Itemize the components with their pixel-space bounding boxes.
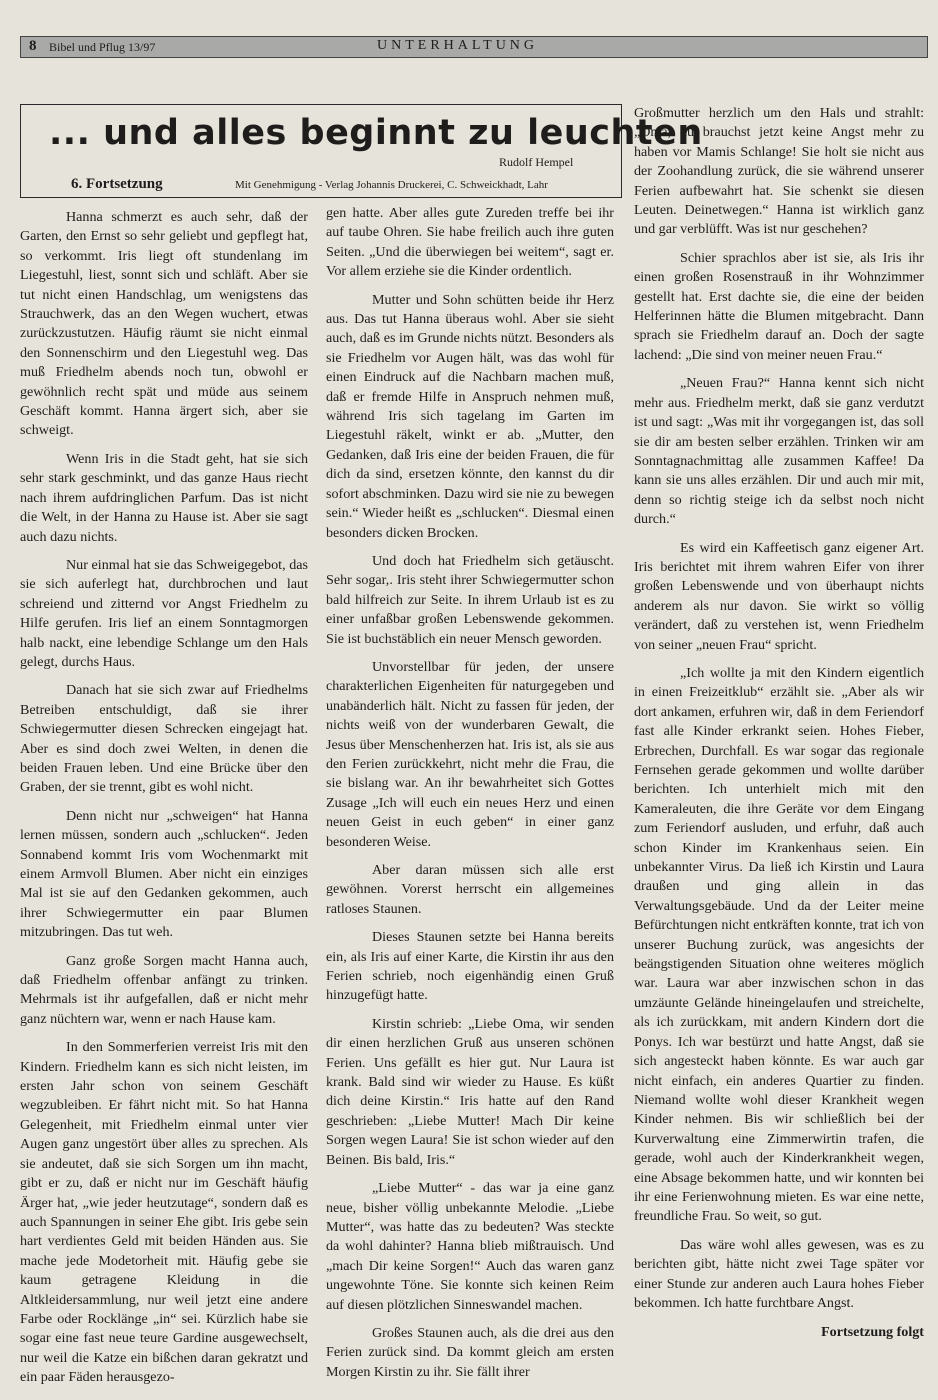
text-column-1 bbox=[20, 208, 308, 1397]
magazine-issue: Bibel und Pflug 13/97 bbox=[49, 40, 156, 54]
paragraph: „Liebe Mutter“ - das war ja eine ganz neue, bisher völlig unbekannte Melodie. „Liebe Mutter“, was hatte das zu bedeuten? Was steckte da wohl dahinter? Hanna blieb mißtrauisch. Und „mach Dir keine Sorgen!“ Auch das waren ganz ungewohnte Töne. Sie konnte sich keinen Reim auf diesen plötzlichen Sinneswandel machen. bbox=[326, 1180, 614, 1313]
text-column-3 bbox=[634, 104, 924, 1342]
paragraph: Großmutter herzlich um den Hals und strahlt: „Oma, du brauchst jetzt keine Angst mehr zu haben vor Mamis Schlange! Sie holt sie nicht aus der Zoohandlung zurück, die sie während unserer Ferien aufbewahrt hat. Sie schenkt sie diesen Leuten. Deinetwegen.“ Hanna ist wirklich ganz und gar verblüfft. Was ist nur geschehen? bbox=[634, 105, 924, 238]
paragraph: Hanna schmerzt es auch sehr, daß der Garten, den Ernst so sehr geliebt und gepflegt hat, so verkommt. Iris liegt oft stundenlang im Liegestuhl, liest, sonnt sich und schläft. Aber sie tut nicht einen Handschlag, um wenigstens das Strauchwerk, das an den Wegen wuchert, etwas zurückzustutzen. Häufig räumt sie nicht einmal den Sonnenschirm und den Liegestuhl weg. Das muß Friedhelm abends noch tun, obwohl er gewöhnlich recht spät und müde aus seinem Geschäft kommt. Hanna ärgert sich, aber sie schweigt. bbox=[20, 209, 308, 439]
paragraph: Denn nicht nur „schweigen“ hat Hanna lernen müssen, sondern auch „schlucken“. Jeden Sonnabend kommt Iris vom Wochenmarkt mit einem Armvoll Blumen. Aber nicht ein einziges Mal ist sie auf den Gedanken gekommen, auch ihrer Schwiegermutter ein paar Blumen mitzubringen. Das tut weh. bbox=[20, 807, 308, 941]
paragraph: Aber daran müssen sich alle erst gewöhnen. Vorerst herrscht ein allgemeines ratloses Staunen. bbox=[326, 862, 614, 917]
paragraph: Dieses Staunen setzte bei Hanna bereits ein, als Iris auf einer Karte, die Kirstin ihr aus den Ferien schrieb, noch eigenhändig einen Gruß hinzugefügt hatte. bbox=[326, 929, 614, 1004]
author-name: Rudolf Hempel bbox=[499, 155, 574, 169]
paragraph: Danach hat sie sich zwar auf Friedhelms Betreiben entschuldigt, daß sie ihrer Schwiegermutter diesen Schrecken eingejagt hat. Aber es sind doch zwei Welten, in denen die beiden Frauen leben. Und eine Brücke über den Graben, der sie trennt, gibt es wohl nicht. bbox=[20, 682, 308, 796]
publisher-credit: Mit Genehmigung - Verlag Johannis Druckerei, C. Schweickhadt, Lahr bbox=[235, 179, 548, 191]
paragraph: Es wird ein Kaffeetisch ganz eigener Art. Iris berichtet mit ihrem wahren Eifer von ihrer großen Lebenswende und von überhaupt nichts anderem als nur davon. Sie wirkt so völlig verändert, daß zu verstehen ist, wenn Friedhelm von seiner „neuen Frau“ spricht. bbox=[634, 539, 924, 653]
paragraph: Mutter und Sohn schütten beide ihr Herz aus. Das tut Hanna überaus wohl. Aber sie sieht auch, daß es im Grunde nichts nützt. Besonders als sie Friedhelm vor Augen hält, was das wohl für einen Eindruck auf die Nachbarn machen muß, daß er fremde Hilfe in Anspruch nehmen muß, während Iris sich tagelang im Garten im Liegestuhl räkelt, winkt er ab. „Mutter, den Gedanken, daß Iris eine der beiden Frauen, die für dich da sind, ersetzen könnte, den kannst du dir sofort abschminken. Dazu wird sie nie zu bewegen sein.“ Wieder heißt es „schlucken“. Diesmal einen besonders dicken Brocken. bbox=[326, 291, 614, 541]
paragraph: Großes Staunen auch, als die drei aus den Ferien zurück sind. Da kommt gleich am ersten Morgen Kirstin zu ihr. Sie fällt ihrer bbox=[326, 1324, 614, 1380]
story-title-box bbox=[20, 104, 703, 198]
episode-label: 6. Fortsetzung bbox=[71, 176, 163, 192]
story-title: ... und alles beginnt zu leuchten bbox=[49, 113, 703, 153]
page-header-bar bbox=[20, 36, 928, 58]
paragraph: In den Sommerferien verreist Iris mit den Kindern. Friedhelm kann es sich nicht leisten, im ersten Jahr schon von seinem Geschäft wegzubleiben. Er fährt nicht mit. So hat Hanna Gelegenheit, mit Friedhelm einmal unter vier Augen ganz ungestört über alles zu sprechen. Als sie andeutet, daß sie sich Sorgen um ihn macht, gibt er zu, daß er nicht nur im Geschäft häufig Ärger hat, „wie jeder heutzutage“, sondern daß es auch Spannungen in seiner Ehe gibt. Iris gebe sein hart verdientes Geld mit beiden Händen aus. Sie mache jede Modetorheit mit. Häufig gebe sie kaum getragene Kleidung in die Altkleidersammlung, nur weil jetzt eine andere Farbe oder Rocklänge „in“ sei. Kürzlich habe sie sogar eine fast neue teure Gardine ausgewechselt, nur weil die Katze ein bißchen daran gekratzt und ein paar Fäden herausgezo- bbox=[20, 1039, 308, 1386]
text-column-2 bbox=[326, 204, 614, 1391]
paragraph: Und doch hat Friedhelm sich getäuscht. Sehr sogar,. Iris steht ihrer Schwiegermutter schon bald hilfreich zur Seite. In ihrem Urlaub ist es zu einer unfaßbar großen Lebenswende gekommen. Sie ist buchstäblich ein neuer Mensch geworden. bbox=[326, 552, 614, 647]
paragraph: Nur einmal hat sie das Schweigegebot, das sie sich auferlegt hat, durchbrochen und laut schreiend und zitternd vor Angst Friedhelm zu Hilfe gerufen. Iris lief an einem Sonntagmorgen halb nackt, eine lebendige Schlange um den Hals gelegt, durchs Haus. bbox=[20, 556, 308, 670]
continuation-line bbox=[634, 1322, 924, 1342]
continuation-note: Fortsetzung folgt bbox=[821, 1323, 924, 1340]
paragraph: „Neuen Frau?“ Hanna kennt sich nicht mehr aus. Friedhelm merkt, daß sie ganz verdutzt ist und sagt: „Was mit ihr vorgegangen ist, das soll sie dir am besten selber erzählen. Trinken wir am Sonntagnachmittag alle zusammen Kaffee! Da kann sie uns alles erzählen. Dir und auch mir mit, denn so richtig steige ich da selbst noch nicht durch.“ bbox=[634, 375, 924, 528]
paragraph: Kirstin schrieb: „Liebe Oma, wir senden dir einen herzlichen Gruß aus unseren schönen Ferien. Uns gefällt es hier gut. Nur Laura ist krank. Bald sind wir wieder zu Hause. Es küßt dich deine Kirstin.“ Iris hatte auf den Rand geschrieben: „Liebe Mutter! Mach Dir keine Sorgen wegen Laura! Sie ist schon wieder auf den Beinen. Bis bald, Iris.“ bbox=[326, 1015, 614, 1168]
paragraph: Unvorstellbar für jeden, der unsere charakterlichen Eigenheiten für naturgegeben und unabänderlich hält. Nicht zu fassen für jeden, der nichts weiß von der wunderbaren Gewalt, die Jesus über Menschenherzen hat. Iris ist, als sie aus den Ferien zurückkehrt, nicht mehr die Frau, die sie bislang war. An ihr bewahrheitet sich Gottes Zusage „Ich will euch ein neues Herz und einen neuen Geist in euch geben“ in einer ganz besonderen Weise. bbox=[326, 658, 614, 850]
paragraph: Wenn Iris in die Stadt geht, hat sie sich sehr stark geschminkt, und das ganze Haus riecht nach ihrem aufdringlichen Parfum. Das ist nicht die Welt, in der Hanna zu Hause ist. Aber sie sagt auch dazu nichts. bbox=[20, 450, 308, 545]
section-title: UNTERHALTUNG bbox=[377, 38, 539, 53]
paragraph: Schier sprachlos aber ist sie, als Iris ihr einen großen Rosenstrauß in ihr Wohnzimmer gestellt hat. Erst dachte sie, die eine der beiden Helferinnen hätte die Blumen mitgebracht. Dann sprach sie Friedhelm darauf an. Doch der sagte lachend: „Die sind von meiner neuen Frau.“ bbox=[634, 249, 924, 363]
paragraph: gen hatte. Aber alles gute Zureden treffe bei ihr auf taube Ohren. Sie habe freilich auch ihre guten Seiten. „Und die überwiegen bei weitem“, sagt er. Vor allem erziehe sie die Kinder ordentlich. bbox=[326, 205, 614, 280]
paragraph: „Ich wollte ja mit den Kindern eigentlich in einen Freizeitklub“ erzählt sie. „Aber als wir dort ankamen, erfuhren wir, daß in dem Feriendorf fast alle Kinder erkrankt seien. Hohes Fieber, Erbrechen, Durchfall. Es war sogar das regionale Fernsehen gerade gekommen und wollte darüber berichten. Ich unterhielt mich mit den Kameraleuten, die ihre Geräte vor dem Eingang zum Feriendorf ausluden, und erfuhr, daß auch schon Kinder im Krankenhaus seien. Ein unbekannter Virus. Da ließ ich Kirstin und Laura draußen und ging allein in das Verwaltungsgebäude. Und da der Leiter meine Befürchtungen nicht entkräften konnte, trat ich von unserer Buchung zurück, was angesichts der beängstigenden Situation ohne weiteres möglich war. Laura war aber inzwischen schon in das umzäunte Gelände hineingelaufen und streichelte, als ich zurückkam, mit andern Kindern dort die Ponys. Ich war bestürzt und hatte Angst, daß sie sich angesteckt haben könnte. Es war auch gar nicht einfach, ein anderes Quartier zu finden. Niemand wollte wohl dieser Krankheit wegen Kinder nehmen. Bis wir schließlich bei der Kurverwaltung eine Zimmerwirtin trafen, die gerade, wohl auch der Kinderkrankheit wegen, eine Absage bekommen hatte, und wir konnten bei ihr eine Ferienwohnung mieten. Es war eine nette, freundliche Frau. So weit, so gut. bbox=[634, 664, 924, 1225]
paragraph: Das wäre wohl alles gewesen, was es zu berichten gibt, hätte nicht zwei Tage später vor einer Stunde zur anderen auch Laura hohes Fieber bekommen. Ich hatte furchtbare Angst. bbox=[634, 1236, 924, 1311]
page-number: 8 bbox=[29, 38, 37, 54]
paragraph: Ganz große Sorgen macht Hanna auch, daß Friedhelm offenbar anfängt zu trinken. Mehrmals ist ihr aufgefallen, daß er nicht mehr ganz nüchtern war, wenn er nach Hause kam. bbox=[20, 952, 308, 1027]
